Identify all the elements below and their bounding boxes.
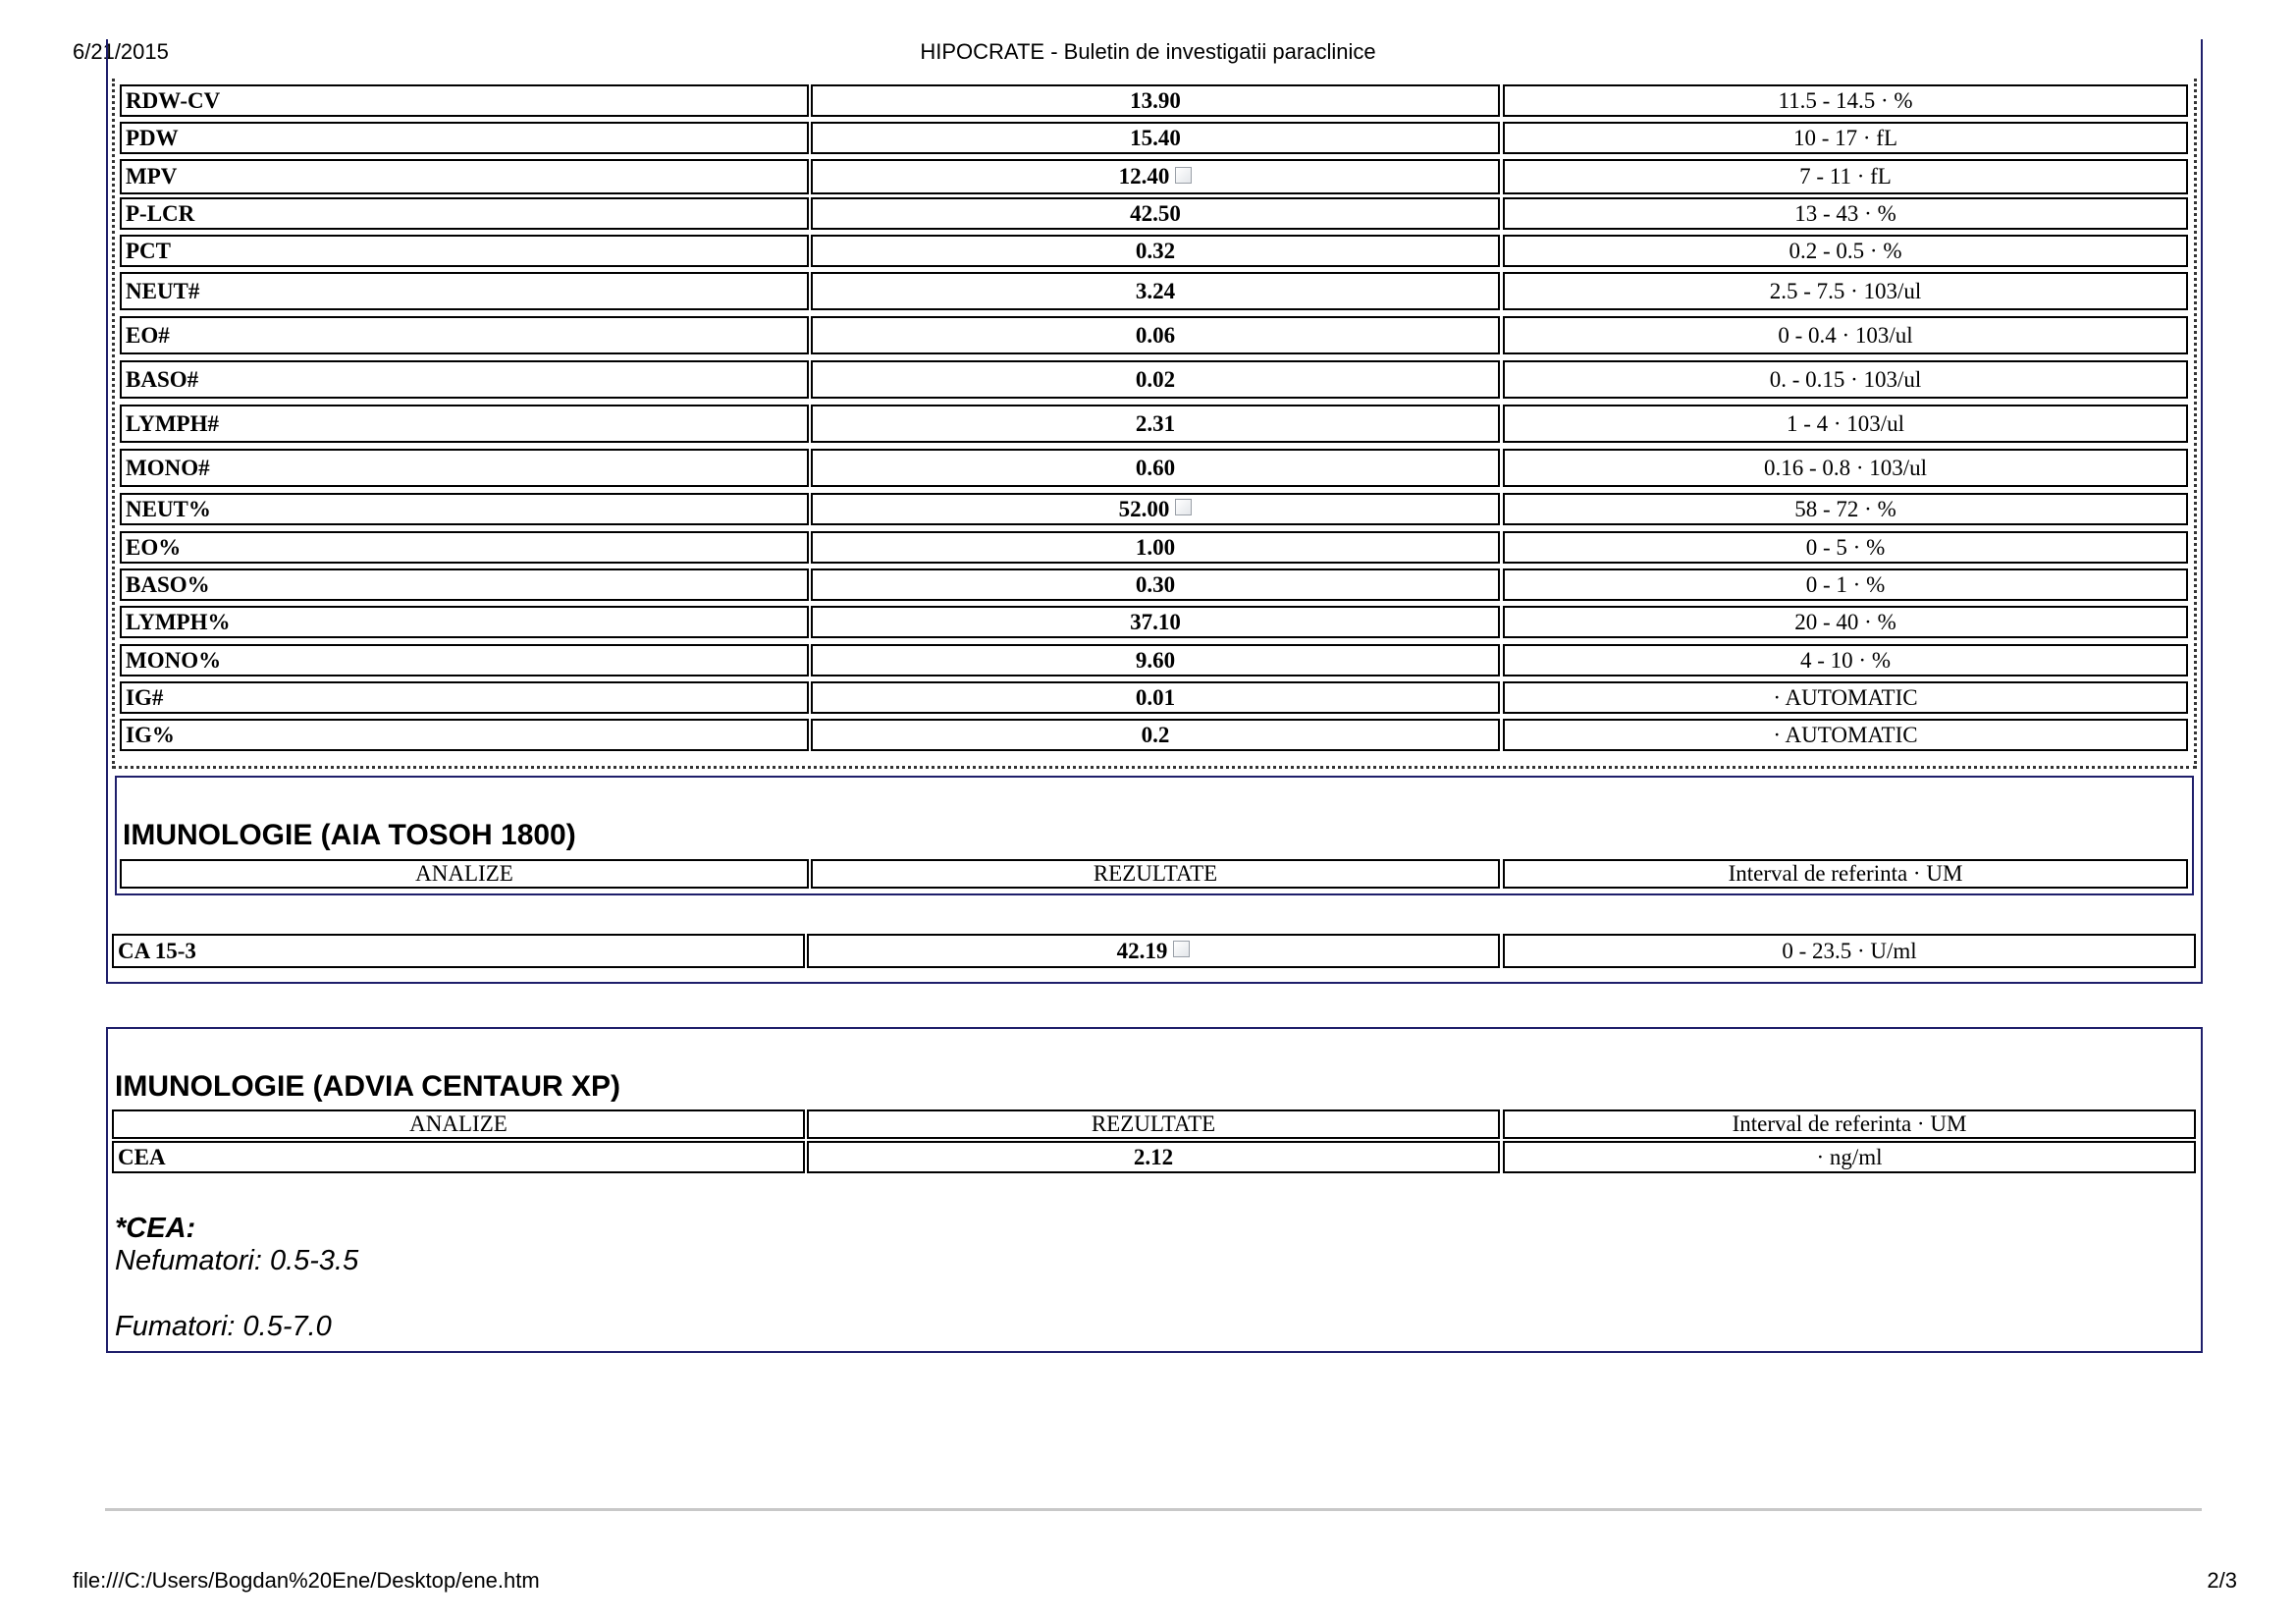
hematology-row-ref: 10 - 17 · fL bbox=[1503, 122, 2188, 154]
print-date: 6/21/2015 bbox=[73, 39, 169, 64]
hematology-row-value bbox=[811, 122, 1500, 154]
hematology-value-text: 0.2 bbox=[1141, 722, 1170, 747]
advia-title: IMUNOLOGIE (ADVIA CENTAUR XP) bbox=[115, 1070, 620, 1103]
hematology-value-text: 0.01 bbox=[1135, 684, 1176, 710]
hematology-value-text: 0.02 bbox=[1135, 366, 1176, 392]
hematology-row-name: P-LCR bbox=[120, 197, 809, 230]
hematology-value-text: 37.10 bbox=[1130, 609, 1181, 634]
hematology-row-name: NEUT% bbox=[120, 493, 809, 525]
advia-header-interval: Interval de referinta · UM bbox=[1503, 1109, 2196, 1139]
advia-header-analize: ANALIZE bbox=[112, 1109, 805, 1139]
hematology-row-value bbox=[811, 606, 1500, 638]
hematology-row-name: MONO% bbox=[120, 644, 809, 676]
hematology-row-ref: 4 - 10 · % bbox=[1503, 644, 2188, 676]
hematology-row-value bbox=[811, 272, 1500, 310]
tosoh-header-analize: ANALIZE bbox=[120, 859, 809, 889]
hematology-row-ref: 0. - 0.15 · 103/ul bbox=[1503, 360, 2188, 399]
hematology-value-text: 9.60 bbox=[1135, 647, 1176, 673]
hematology-value-text: 0.30 bbox=[1135, 571, 1176, 597]
hematology-row-name: RDW-CV bbox=[120, 84, 809, 117]
hematology-value-text: 52.00 bbox=[1118, 496, 1170, 521]
tosoh-row-ref: 0 - 23.5 · U/ml bbox=[1503, 934, 2196, 968]
flag-icon bbox=[1175, 167, 1192, 184]
hematology-row-ref: 2.5 - 7.5 · 103/ul bbox=[1503, 272, 2188, 310]
tosoh-row-value bbox=[807, 934, 1500, 968]
flag-icon bbox=[1173, 941, 1190, 957]
hematology-row-ref: 11.5 - 14.5 · % bbox=[1503, 84, 2188, 117]
hematology-row-ref: · AUTOMATIC bbox=[1503, 681, 2188, 714]
hematology-value-text: 3.24 bbox=[1135, 278, 1176, 303]
hematology-row-value bbox=[811, 316, 1500, 354]
hematology-row-value bbox=[811, 568, 1500, 601]
hematology-row-ref: 20 - 40 · % bbox=[1503, 606, 2188, 638]
hematology-row-name: LYMPH% bbox=[120, 606, 809, 638]
hematology-row-value bbox=[811, 405, 1500, 443]
page-number: 2/3 bbox=[2207, 1568, 2237, 1593]
flag-icon bbox=[1175, 499, 1192, 515]
hematology-row-ref: 7 - 11 · fL bbox=[1503, 159, 2188, 194]
hematology-row-ref: 58 - 72 · % bbox=[1503, 493, 2188, 525]
cea-note-title: *CEA: bbox=[115, 1213, 196, 1244]
hematology-row-value bbox=[811, 159, 1500, 194]
hematology-value-text: 12.40 bbox=[1118, 164, 1170, 189]
hematology-row-name: MPV bbox=[120, 159, 809, 194]
advia-row-value: 2.12 bbox=[807, 1141, 1500, 1173]
tosoh-header-rezultate: REZULTATE bbox=[811, 859, 1500, 889]
hematology-row-ref: · AUTOMATIC bbox=[1503, 719, 2188, 751]
tosoh-title: IMUNOLOGIE (AIA TOSOH 1800) bbox=[123, 819, 576, 851]
hematology-row-ref: 0 - 1 · % bbox=[1503, 568, 2188, 601]
hematology-value-text: 0.60 bbox=[1135, 455, 1176, 480]
hematology-value-text: 13.90 bbox=[1130, 87, 1181, 113]
print-title: HIPOCRATE - Buletin de investigatii paraclinice bbox=[920, 39, 1376, 64]
hematology-row-name: IG# bbox=[120, 681, 809, 714]
page-divider bbox=[105, 1508, 2202, 1511]
hematology-value-text: 42.50 bbox=[1130, 200, 1181, 226]
hematology-value-text: 0.32 bbox=[1135, 238, 1176, 263]
hematology-row-name: MONO# bbox=[120, 449, 809, 487]
hematology-row-ref: 1 - 4 · 103/ul bbox=[1503, 405, 2188, 443]
hematology-row-name: BASO# bbox=[120, 360, 809, 399]
hematology-row-name: LYMPH# bbox=[120, 405, 809, 443]
hematology-row-value bbox=[811, 681, 1500, 714]
hematology-row-value bbox=[811, 84, 1500, 117]
hematology-row-value bbox=[811, 235, 1500, 267]
hematology-row-name: EO% bbox=[120, 531, 809, 564]
advia-header-rezultate: REZULTATE bbox=[807, 1109, 1500, 1139]
hematology-row-name: EO# bbox=[120, 316, 809, 354]
hematology-row-value bbox=[811, 719, 1500, 751]
hematology-row-ref: 0 - 5 · % bbox=[1503, 531, 2188, 564]
hematology-value-text: 0.06 bbox=[1135, 322, 1176, 348]
advia-row-ref: · ng/ml bbox=[1503, 1141, 2196, 1173]
cea-note-smokers: Fumatori: 0.5-7.0 bbox=[115, 1311, 332, 1342]
hematology-row-name: IG% bbox=[120, 719, 809, 751]
hematology-row-name: BASO% bbox=[120, 568, 809, 601]
hematology-row-ref: 0 - 0.4 · 103/ul bbox=[1503, 316, 2188, 354]
footer-url: file:///C:/Users/Bogdan%20Ene/Desktop/ene.htm bbox=[73, 1568, 540, 1593]
hematology-row-name: PCT bbox=[120, 235, 809, 267]
hematology-row-name: NEUT# bbox=[120, 272, 809, 310]
hematology-row-ref: 0.2 - 0.5 · % bbox=[1503, 235, 2188, 267]
tosoh-header-interval: Interval de referinta · UM bbox=[1503, 859, 2188, 889]
hematology-row-value bbox=[811, 493, 1500, 525]
hematology-row-value bbox=[811, 197, 1500, 230]
hematology-row-value bbox=[811, 644, 1500, 676]
hematology-value-text: 2.31 bbox=[1135, 410, 1176, 436]
hematology-row-name: PDW bbox=[120, 122, 809, 154]
hematology-row-ref: 13 - 43 · % bbox=[1503, 197, 2188, 230]
hematology-row-ref: 0.16 - 0.8 · 103/ul bbox=[1503, 449, 2188, 487]
hematology-row-value bbox=[811, 531, 1500, 564]
tosoh-row-name: CA 15-3 bbox=[112, 934, 805, 968]
hematology-row-value bbox=[811, 449, 1500, 487]
hematology-value-text: 15.40 bbox=[1130, 125, 1181, 150]
cea-note-nonsmokers: Nefumatori: 0.5-3.5 bbox=[115, 1245, 359, 1276]
tosoh-value-text: 42.19 bbox=[1116, 938, 1168, 963]
hematology-row-value bbox=[811, 360, 1500, 399]
hematology-value-text: 1.00 bbox=[1135, 534, 1176, 560]
advia-row-name: CEA bbox=[112, 1141, 805, 1173]
